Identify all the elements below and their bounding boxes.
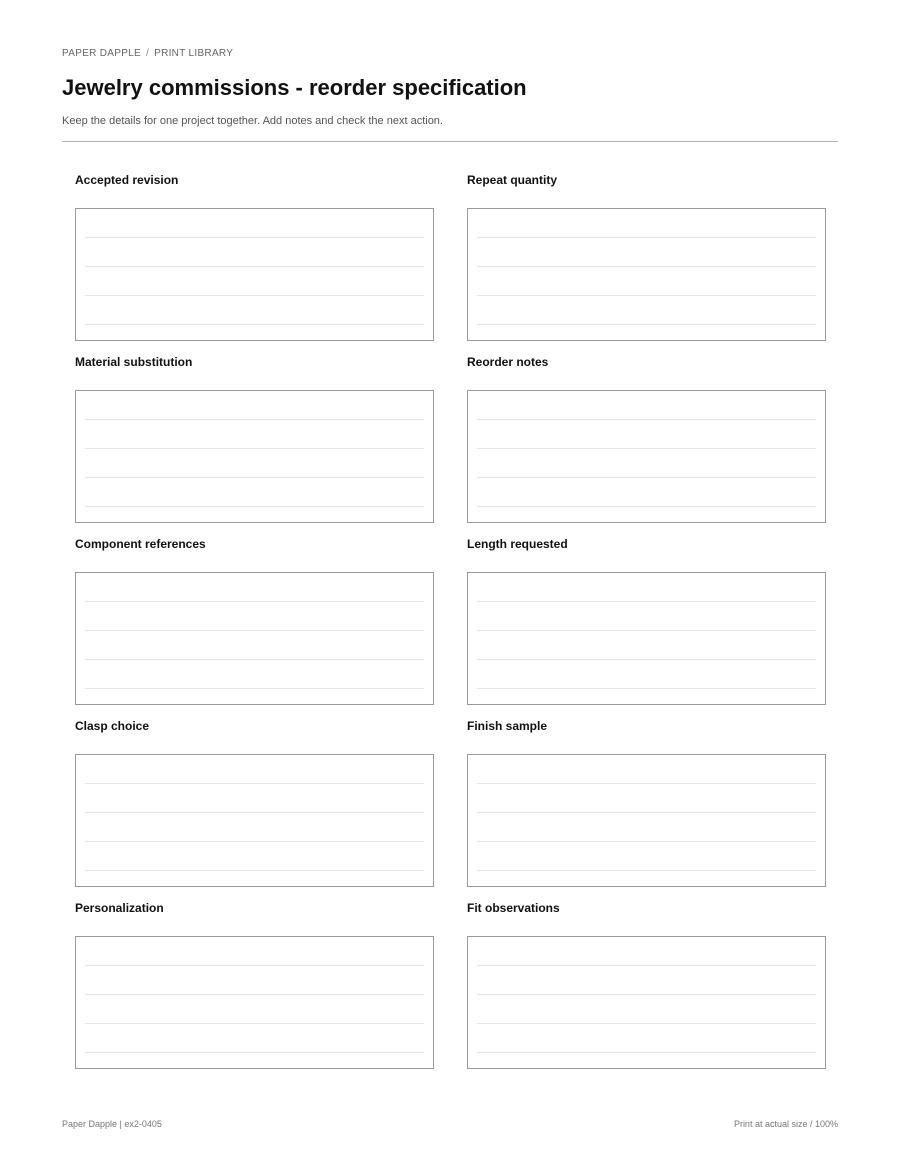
field-label: Component references: [75, 537, 206, 551]
footer-document-id: Paper Dapple | ex2-0405: [62, 1119, 162, 1129]
field-label: Material substitution: [75, 355, 193, 369]
notes-box[interactable]: [75, 572, 434, 705]
ruled-line: [477, 477, 816, 478]
ruled-line: [85, 506, 424, 507]
ruled-line: [477, 841, 816, 842]
field-label: Reorder notes: [467, 355, 549, 369]
field-label: Fit observations: [467, 901, 560, 915]
ruled-line: [477, 506, 816, 507]
ruled-line: [477, 419, 816, 420]
ruled-line: [477, 688, 816, 689]
ruled-line: [477, 783, 816, 784]
field-reorder-notes: [467, 354, 826, 536]
ruled-line: [85, 812, 424, 813]
breadcrumb-separator: /: [146, 48, 150, 59]
ruled-line: [85, 448, 424, 449]
worksheet-page: [62, 0, 838, 1165]
ruled-line: [85, 1023, 424, 1024]
field-finish-sample: [467, 718, 826, 900]
notes-box[interactable]: [75, 754, 434, 887]
ruled-line: [85, 783, 424, 784]
field-component-references: [75, 536, 434, 718]
breadcrumb: [62, 48, 233, 59]
ruled-line: [85, 965, 424, 966]
header-divider: [62, 141, 838, 142]
page-title: Jewelry commissions - reorder specification: [62, 75, 527, 100]
ruled-line: [477, 1023, 816, 1024]
ruled-line: [85, 419, 424, 420]
ruled-line: [85, 295, 424, 296]
footer-print-note: Print at actual size / 100%: [733, 1119, 838, 1129]
field-fit-observations: [467, 900, 826, 1082]
ruled-line: [85, 870, 424, 871]
ruled-line: [85, 1052, 424, 1053]
ruled-line: [477, 237, 816, 238]
notes-box[interactable]: [467, 754, 826, 887]
ruled-line: [477, 630, 816, 631]
ruled-line: [477, 659, 816, 660]
field-label: Length requested: [467, 537, 568, 551]
field-label: Repeat quantity: [467, 173, 558, 187]
notes-box[interactable]: [467, 936, 826, 1069]
ruled-line: [85, 688, 424, 689]
ruled-line: [85, 477, 424, 478]
ruled-line: [85, 994, 424, 995]
page-subtitle: Keep the details for one project together. Add notes and check the next action.: [62, 115, 443, 127]
field-personalization: [75, 900, 434, 1082]
ruled-line: [85, 841, 424, 842]
field-length-requested: [467, 536, 826, 718]
field-clasp-choice: [75, 718, 434, 900]
ruled-line: [477, 601, 816, 602]
notes-box[interactable]: [467, 390, 826, 523]
notes-box[interactable]: [75, 390, 434, 523]
notes-box[interactable]: [75, 936, 434, 1069]
ruled-line: [477, 812, 816, 813]
ruled-line: [477, 324, 816, 325]
notes-box[interactable]: [75, 208, 434, 341]
field-label: Personalization: [75, 901, 164, 915]
ruled-line: [477, 448, 816, 449]
ruled-line: [477, 1052, 816, 1053]
breadcrumb-item-library[interactable]: PRINT LIBRARY: [154, 48, 234, 59]
field-material-substitution: [75, 354, 434, 536]
field-label: Finish sample: [467, 719, 548, 733]
notes-box[interactable]: [467, 572, 826, 705]
ruled-line: [477, 965, 816, 966]
ruled-line: [85, 237, 424, 238]
ruled-line: [85, 630, 424, 631]
ruled-line: [85, 659, 424, 660]
ruled-line: [477, 266, 816, 267]
notes-box[interactable]: [467, 208, 826, 341]
ruled-line: [477, 295, 816, 296]
ruled-line: [477, 870, 816, 871]
fields-grid: [75, 172, 839, 1082]
field-label: Accepted revision: [75, 173, 179, 187]
ruled-line: [85, 266, 424, 267]
ruled-line: [477, 994, 816, 995]
breadcrumb-item-brand[interactable]: PAPER DAPPLE: [62, 48, 142, 59]
field-label: Clasp choice: [75, 719, 150, 733]
field-accepted-revision: [75, 172, 434, 354]
ruled-line: [85, 601, 424, 602]
field-repeat-quantity: [467, 172, 826, 354]
ruled-line: [85, 324, 424, 325]
